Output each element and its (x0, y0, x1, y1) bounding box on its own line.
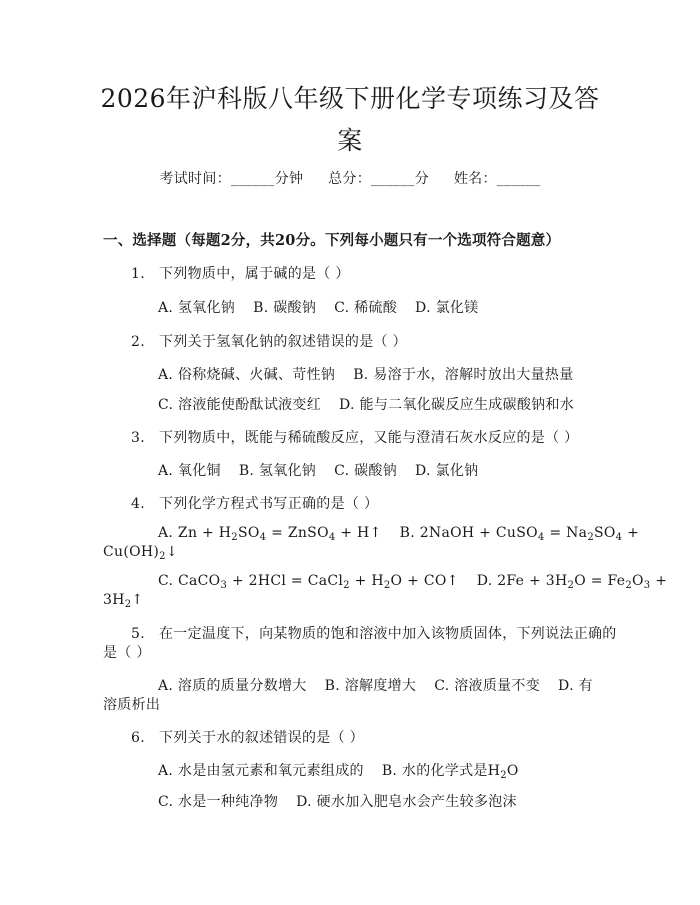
question-stem: 下列关于水的叙述错误的是（ ） (159, 730, 364, 746)
question-number: 4. (131, 496, 145, 512)
question-number: 5. (131, 626, 145, 642)
title-line-1: 2026年沪科版八年级下册化学专项练习及答 (100, 84, 600, 113)
question-stem: 下列关于氢氧化钠的叙述错误的是（ ） (159, 334, 407, 350)
option-a: A. $Zn + H_2SO_4$ = ZnSO$_4$ + H↑ (158, 525, 382, 543)
question-3 (131, 427, 578, 447)
option-c: C. 碳酸钠 (334, 463, 398, 479)
question-1 (131, 263, 350, 283)
option-d: D. 有 (558, 678, 593, 694)
question-5 (131, 623, 617, 643)
option-b: B. 氢氧化钠 (238, 463, 317, 479)
title-line-2: 案 (337, 126, 363, 155)
question-4-option-d-cont: $3H_2↑$ (103, 592, 144, 610)
option-a: A. 俗称烧碱、火碱、苛性钠 (158, 367, 336, 383)
question-3-options (158, 460, 478, 480)
question-5-options (158, 675, 593, 695)
question-stem: 下列物质中，属于碱的是（ ） (159, 266, 350, 282)
question-5-option-d-cont: 溶质析出 (103, 697, 161, 713)
question-number: 1. (131, 266, 145, 282)
total-score: 总分：______分 (328, 171, 430, 187)
question-1-options (158, 297, 478, 317)
exam-meta (0, 168, 700, 188)
option-a: A. 氧化铜 (158, 463, 221, 479)
question-number: 6. (131, 730, 145, 746)
option-b: B. 2NaOH + CuSO$_4$ = $Na_2SO_4$ + (399, 525, 640, 543)
question-number: 3. (131, 430, 145, 446)
option-a: A. 水是由氢元素和氧元素组成的 (158, 763, 364, 779)
option-d: D. 硬水加入肥皂水会产生较多泡沫 (296, 794, 517, 810)
option-b: B. 溶解度增大 (324, 678, 417, 694)
option-c: C. 溶液能使酚酞试液变红 (158, 397, 322, 413)
question-stem: 下列物质中，既能与稀硫酸反应，又能与澄清石灰水反应的是（ ） (159, 430, 579, 446)
option-b: B. 碳酸钠 (253, 300, 317, 316)
option-b: B. 易溶于水，溶解时放出大量热量 (353, 367, 574, 383)
option-b: B. 水的化学式是$H_2O$ (381, 763, 519, 781)
question-stem: 在一定温度下，向某物质的饱和溶液中加入该物质固体，下列说法正确的 (159, 626, 617, 642)
option-c: C. 水是一种纯净物 (158, 794, 279, 810)
option-c: C. 稀硫酸 (334, 300, 398, 316)
option-d: D. $2Fe + 3H_2O = Fe_2O_3$ + (476, 573, 668, 591)
question-2 (131, 331, 407, 351)
option-d: D. 能与二氧化碳反应生成碳酸钠和水 (339, 397, 575, 413)
student-name: 姓名：______ (453, 171, 541, 187)
page-title (90, 78, 610, 162)
question-4-option-b-cont: $Cu(OH)_2↓$ (103, 544, 178, 562)
question-6 (131, 727, 364, 747)
question-6-options-cd (158, 791, 517, 811)
exam-time: 考试时间：______分钟 (159, 171, 304, 187)
question-4 (131, 493, 378, 513)
option-d: D. 氯化钠 (415, 463, 479, 479)
question-4-options-cd (158, 573, 667, 589)
question-6-options-ab (158, 760, 519, 780)
option-c: C. CaCO$_3$ + 2HCl = CaCl$_2$ + $H_2O$ + CO↑ (158, 573, 459, 591)
question-5-stem-cont: 是（ ） (103, 645, 151, 661)
option-d: D. 氯化镁 (415, 300, 479, 316)
option-a: A. 溶质的质量分数增大 (158, 678, 307, 694)
section-heading: 一、选择题（每题2分，共20分。下列每小题只有一个选项符合题意） (103, 232, 561, 249)
question-number: 2. (131, 334, 145, 350)
option-a: A. 氢氧化钠 (158, 300, 236, 316)
question-4-options-ab (158, 525, 639, 541)
question-2-options-cd (158, 394, 574, 414)
question-stem: 下列化学方程式书写正确的是（ ） (159, 496, 379, 512)
question-2-options-ab (158, 364, 574, 384)
option-c: C. 溶液质量不变 (434, 678, 541, 694)
